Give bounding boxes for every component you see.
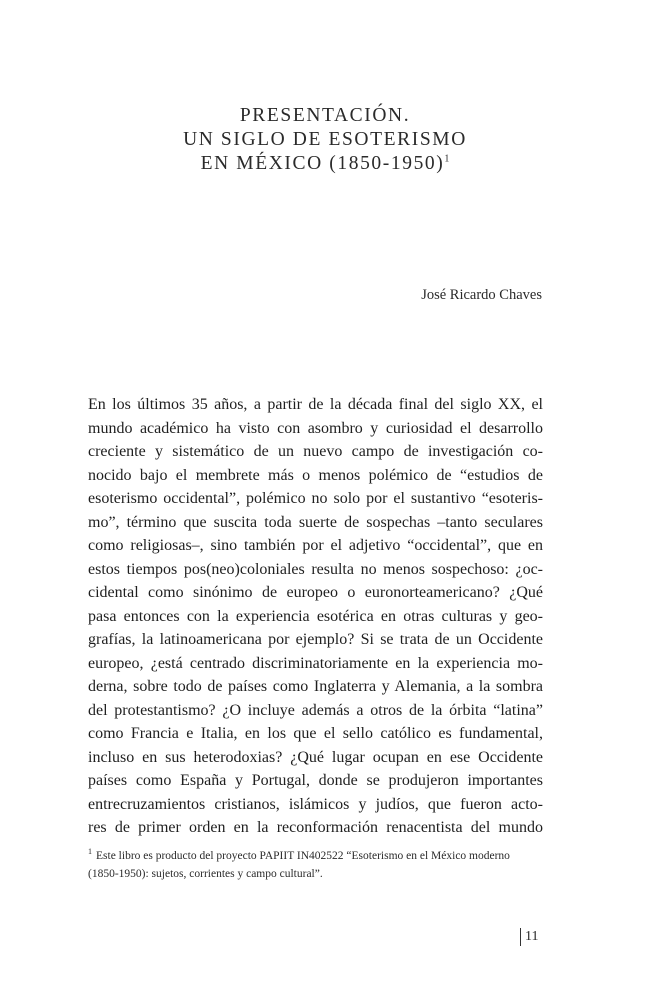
body-line: grafías, la latinoamericana por ejemplo? Si se trata de un Occidente [88,631,543,648]
body-line: europeo, ¿está centrado discriminatoriamente en la experiencia mo- [88,654,543,672]
body-line: entrecruzamientos cristianos, islámicos y judíos, que fueron acto- [88,795,543,813]
title-line-3-text: EN MÉXICO (1850-1950) [200,153,445,174]
body-line: esoterismo occidental”, polémico no solo por el sustantivo “esoteris- [88,490,543,507]
body-line: nocido bajo el membrete más o menos polémico de “estudios de [88,466,543,484]
footnote-text-1: Este libro es producto del proyecto PAPIIT IN402522 “Esoterismo en el México moderno [96,850,510,862]
body-line: mundo académico ha visto con asombro y curiosidad el desarrollo [88,419,543,437]
body-line: como Francia e Italia, en los que el sello católico es fundamental, [88,725,543,742]
body-line: cidental como sinónimo de europeo o euronorteamericano? ¿Qué [88,584,543,601]
body-line: derna, sobre todo de países como Inglaterra y Alemania, a la sombra [88,678,543,695]
footnote-line-1 [88,848,543,866]
footnote [88,848,543,883]
body-line: En los últimos 35 años, a partir de la década final del siglo XX, el [88,396,543,413]
body-line: del protestantismo? ¿O incluye además a otros de la órbita “latina” [88,701,543,719]
body-paragraph [88,393,543,840]
body-line: creciente y sistemático de un nuevo campo de investigación co- [88,443,543,460]
body-line: países como España y Portugal, donde se produjeron importantes [88,772,543,789]
body-line: pasa entonces con la experiencia esotérica en otras culturas y geo- [88,607,543,625]
title-line-1: PRESENTACIÓN. [239,105,411,126]
body-line: mo”, término que suscita toda suerte de sospechas –tanto seculares [88,513,543,531]
body-line: res de primer orden en la reconformación renacentista del mundo [88,819,543,836]
body-line: como religiosas–, sino también por el adjetivo “occidental”, que en [88,537,543,554]
body-line: estos tiempos pos(neo)coloniales resulta no menos sospechoso: ¿oc- [88,560,543,578]
chapter-title [0,104,650,176]
footnote-line-2: (1850-1950): sujetos, corrientes y campo cultural”. [88,867,323,880]
title-line-3 [0,152,650,176]
title-footnote-ref: 1 [444,153,450,165]
footnote-mark: 1 [88,847,92,857]
body-line: incluso en sus heterodoxias? ¿Qué lugar ocupan en ese Occidente [88,748,543,766]
author-name: José Ricardo Chaves [421,287,542,303]
title-line-2: UN SIGLO DE ESOTERISMO [183,129,467,150]
page-number: 11 [520,928,538,946]
